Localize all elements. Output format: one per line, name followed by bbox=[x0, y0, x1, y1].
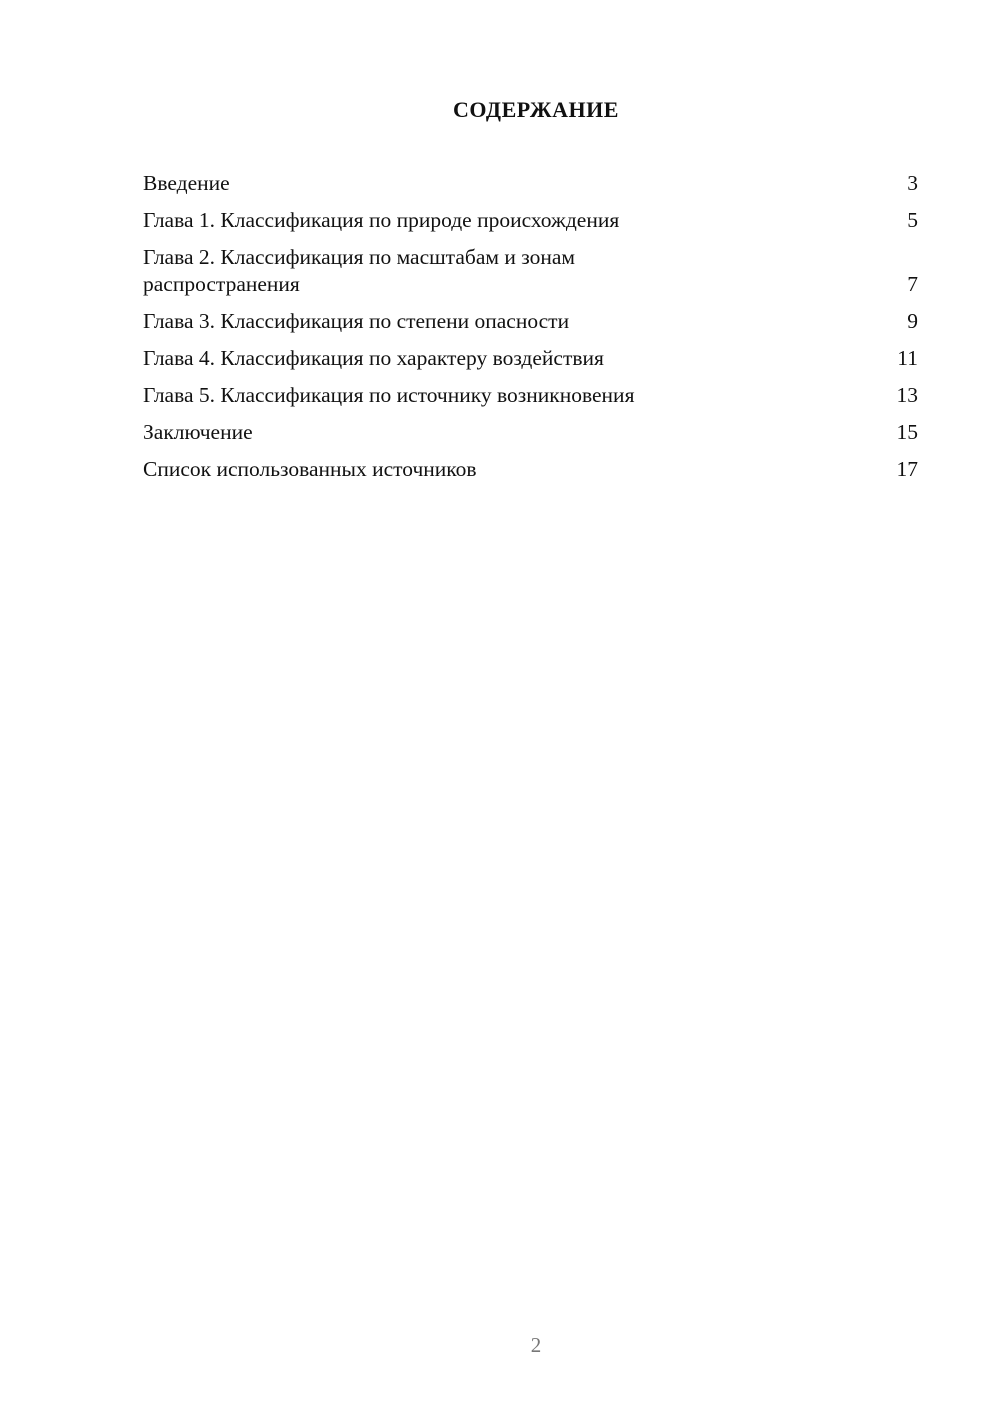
toc-entry-title: Глава 4. Классификация по характеру воздействия bbox=[143, 346, 604, 370]
toc-entry-page: 3 bbox=[907, 171, 918, 195]
toc-entry-chapter-5 bbox=[143, 382, 918, 409]
toc-entry-chapter-2 bbox=[143, 244, 918, 298]
page-number: 2 bbox=[530, 1333, 542, 1357]
toc-heading: СОДЕРЖАНИЕ bbox=[453, 97, 619, 122]
toc-entry-page: 7 bbox=[907, 272, 918, 296]
toc-entry-chapter-4 bbox=[143, 345, 918, 372]
toc-entry-title: Глава 5. Классификация по источнику возникновения bbox=[143, 383, 635, 407]
toc-entry-chapter-3 bbox=[143, 308, 918, 335]
toc-entry-title: Список использованных источников bbox=[143, 457, 477, 481]
toc-entry-title: Глава 3. Классификация по степени опасности bbox=[143, 309, 570, 333]
table-of-contents bbox=[143, 170, 918, 493]
toc-entry-page: 11 bbox=[897, 346, 918, 370]
toc-entry-title: Глава 2. Классификация по масштабам и зонам распространения bbox=[143, 245, 575, 296]
toc-entry-page: 9 bbox=[907, 309, 918, 333]
toc-entry-title: Заключение bbox=[143, 420, 253, 444]
toc-entry-page: 5 bbox=[907, 208, 918, 232]
toc-entry-references bbox=[143, 456, 918, 483]
toc-entry-page: 17 bbox=[896, 457, 918, 481]
toc-entry-title: Введение bbox=[143, 171, 230, 195]
toc-entry-title: Глава 1. Классификация по природе происхождения bbox=[143, 208, 620, 232]
toc-entry-page: 13 bbox=[896, 383, 918, 407]
toc-entry-introduction bbox=[143, 170, 918, 197]
toc-entry-chapter-1 bbox=[143, 207, 918, 234]
toc-entry-conclusion bbox=[143, 419, 918, 446]
toc-entry-page: 15 bbox=[896, 420, 918, 444]
